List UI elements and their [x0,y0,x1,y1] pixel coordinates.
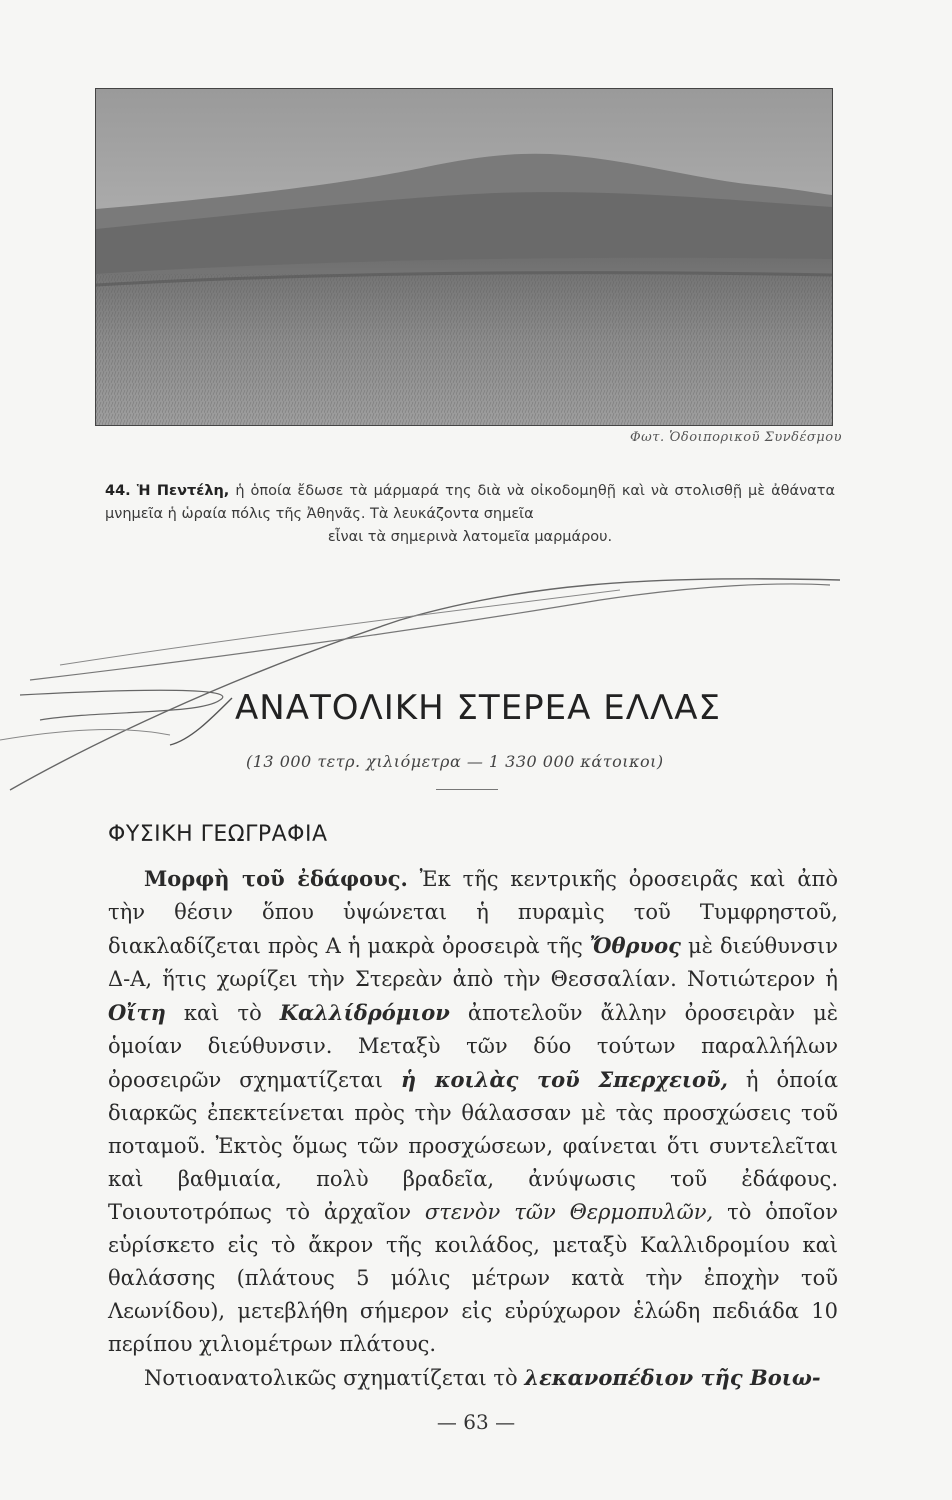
text-run: καὶ τὸ [165,1001,280,1025]
term-boeotia-basin: λεκανοπέδιον τῆς Βοιω- [524,1365,821,1390]
lead-term: Μορφὴ τοῦ ἐδάφους. [144,866,408,891]
term-oiti: Οἴτη [108,1000,166,1025]
paragraph-1 [108,862,838,1361]
text-run: ἡ ὁποία διαρκῶς ἐπεκτείνεται πρὸς τὴν θάλασσαν μὲ τὰς προσχώσεις τοῦ ποταμοῦ. Ἐκτὸς ὅμως τῶν προσχώσεων, φαίνεται ὅτι συντελεῖται καὶ βαθμιαία, πολὺ βραδεῖα, ἀνύψωσις τοῦ ἐδάφους. Τοιουτοτρόπως τὸ ἀρχαῖον [108,1068,838,1224]
term-othrys: Ὄθρυος [589,933,681,958]
text-run: τὸ ὁποῖον εὑρίσκετο εἰς τὸ ἄκρον τῆς κοιλάδος, μεταξὺ Καλλιδρομίου καὶ θαλάσσης (πλάτους 5 μόλις μέτρων κατὰ τὴν ἐποχὴν τοῦ Λεωνίδου), μετεβλήθη σήμερον εἰς εὐρύχωρον ἑλώδη πεδιάδα 10 περίπου χιλιομέτρων πλάτους. [108,1200,838,1356]
page-number: — 63 — [436,1410,516,1434]
caption-text: ἡ ὁποία ἔδωσε τὰ μάρμαρά της διὰ νὰ οἰκοδομηθῇ καὶ νὰ στολισθῇ μὲ ἀθάνατα μνημεῖα ἡ ὡραία πόλις τῆς Ἀθηνᾶς. Τὰ λευκάζοντα σημεῖα [105,483,836,522]
text-run: Ἐκ τῆς κεντρικῆς ὀροσειρᾶς καὶ ἀπὸ τὴν θέσιν ὅπου ὑψώνεται ἡ πυραμὶς τοῦ Τυμφρηστοῦ, διακλαδίζεται πρὸς Α ἡ μακρὰ ὀροσειρὰ τῆς [108,867,838,958]
text-run: Νοτιοανατολικῶς σχηματίζεται τὸ [144,1366,525,1390]
mountain-photo-image [96,89,832,425]
caption-last-line: εἶναι τὰ σημερινὰ λατομεῖα μαρμάρου. [327,529,613,545]
term-spercheios: ἡ κοιλὰς τοῦ Σπερχειοῦ, [400,1067,728,1092]
landscape-photo [95,88,833,426]
chapter-heading: ΦΥΣΙΚΗ ΓΕΩΓΡΑΦΙΑ [108,822,328,847]
body-text [108,862,838,1395]
subtitle-rule [436,789,498,790]
text-run: ἀποτελοῦν ἄλλην ὀροσειρὰν μὲ ὁμοίαν διεύθυνσιν. Μεταξὺ τῶν δύο τούτων παραλλήλων ὀροσειρῶν σχηματίζεται [108,1001,838,1092]
caption-number: 44. [105,483,131,499]
photo-credit: Φωτ. Ὁδοιπορικοῦ Συνδέσμου [630,430,842,445]
photo-caption [105,480,835,549]
caption-title: Ἡ Πεντέλη, [136,483,230,499]
term-thermopylae: στενὸν τῶν Θερμοπυλῶν, [424,1200,714,1224]
section-subtitle: (13 000 τετρ. χιλιόμετρα — 1 330 000 κάτοικοι) [246,752,664,771]
paragraph-2 [108,1361,838,1395]
section-title: ΑΝΑΤΟΛΙΚΗ ΣΤΕΡΕΑ ΕΛΛΑΣ [235,688,721,728]
text-run: μὲ διεύθυνσιν Δ-Α, ἥτις χωρίζει τὴν Στερεὰν ἀπὸ τὴν Θεσσαλίαν. Νοτιώτερον ἡ [108,934,838,991]
term-kallidromo: Καλλίδρόμιον [279,1000,450,1025]
